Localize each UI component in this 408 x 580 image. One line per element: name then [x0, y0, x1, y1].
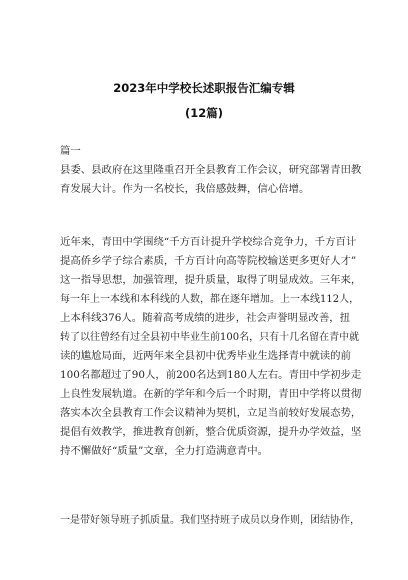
document-subtitle: (12篇)	[184, 106, 223, 120]
paragraph-line: 这一指导思想，加强管理，提升质量，取得了明显成效。三年来，	[60, 274, 362, 286]
paragraph-line: 近年来，青田中学围绕“千方百计提升学校综合竞争力，千方百计	[60, 236, 357, 248]
paragraph-line: 读的尴尬局面，近两年来全县初中优秀毕业生选择青中就读的前	[60, 350, 351, 362]
paragraph-line: 持不懈做好“质量”文章，全力打造满意青中。	[60, 445, 269, 457]
paragraph-line: 落实本次全县教育工作会议精神为契机，立足当前较好发展态势，	[60, 407, 362, 419]
paragraph-line: 提高侨乡学子综合素质，千方百计向高等院校输送更多更好人才”	[60, 255, 357, 267]
paragraph-line: 提倡有效教学，推进教育创新，整合优质资源，提升办学效益，坚	[60, 426, 362, 438]
paragraph-line: 上良性发展轨道。在新的学年和今后一个时期，青田中学将以贯彻	[60, 388, 362, 400]
document-title: 2023年中学校长述职报告汇编专辑	[113, 81, 295, 95]
paragraph-line: 一是带好领导班子抓质量。我们坚持班子成员以身作则，团结协作，	[60, 515, 360, 526]
paragraph-line: 转了以往曾经有过全县初中毕业生前100名，只有十几名留在青中就	[60, 332, 360, 343]
paragraph-line: 县委、县政府在这里隆重召开全县教育工作会议，研究部署青田教	[60, 164, 362, 176]
section-heading: 篇一	[60, 145, 81, 157]
paragraph-line: 100名都超过了90人，前200名达到180人左右。青田中学初步走	[60, 369, 362, 381]
paragraph-line: 育发展大计。作为一名校长，我倍感鼓舞，信心倍增。	[60, 183, 310, 195]
paragraph-line: 每一年上一本线和本科线的人数，都在逐年增加。上一本线112人，	[60, 294, 360, 305]
paragraph-line: 上本科线376人。随着高考成绩的进步，社会声誉明显改善，扭	[60, 312, 350, 324]
